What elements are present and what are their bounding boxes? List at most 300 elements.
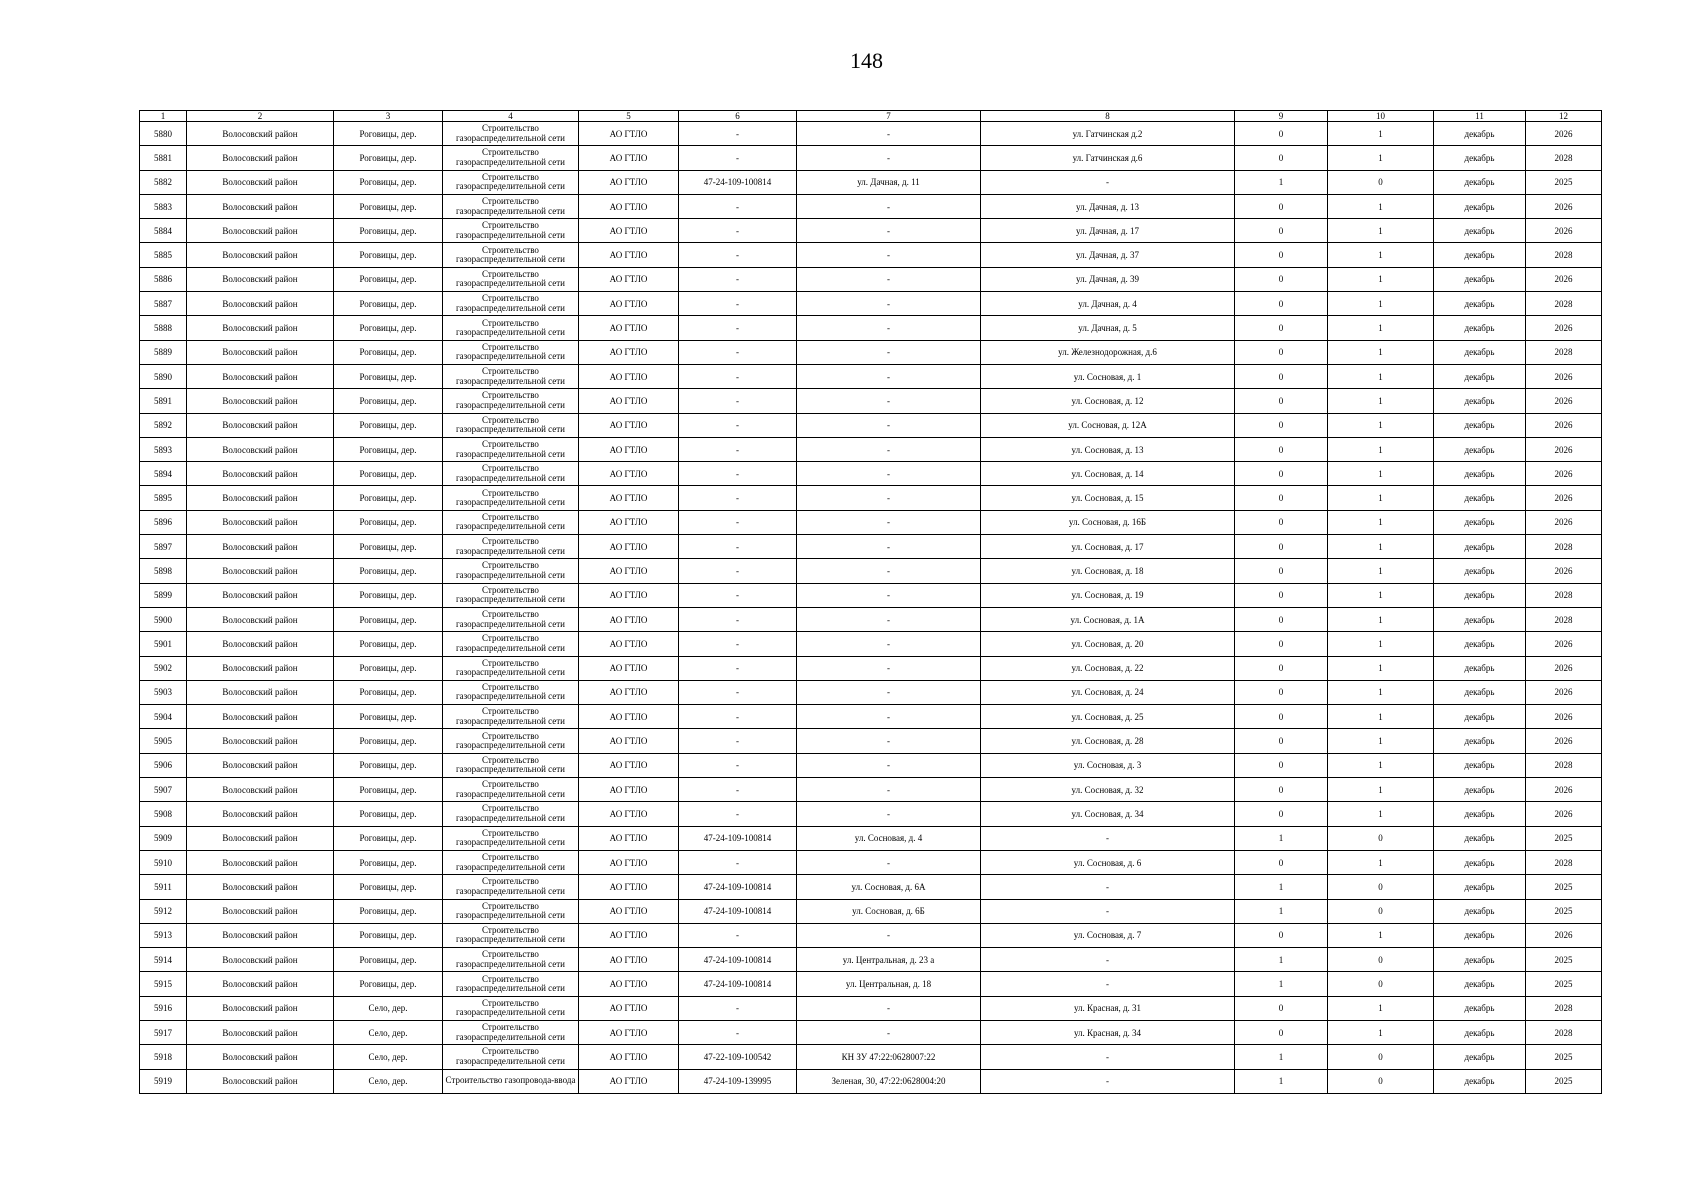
cell-address-planned: ул. Сосновая, д. 20 [981,632,1235,656]
cell-work-type: Строительство газораспределительной сети [443,972,579,996]
cell-work-type: Строительство газораспределительной сети [443,170,579,194]
cell-count-b: 1 [1328,753,1434,777]
cell-address-existing: - [797,607,981,631]
cell-count-a: 1 [1235,1069,1328,1093]
cell-address-planned: ул. Сосновая, д. 12А [981,413,1235,437]
cell-year: 2026 [1526,267,1602,291]
cell-work-type: Строительство газораспределительной сети [443,510,579,534]
cell-count-b: 1 [1328,340,1434,364]
cell-month: декабрь [1434,875,1526,899]
cell-address-existing: - [797,389,981,413]
cell-year: 2026 [1526,802,1602,826]
cell-address-existing: - [797,316,981,340]
cell-count-b: 0 [1328,1045,1434,1069]
cell-organization: АО ГТЛО [579,146,679,170]
table-row [140,1020,1602,1044]
cell-month: декабрь [1434,729,1526,753]
cell-row-number: 5904 [140,705,187,729]
cell-month: декабрь [1434,316,1526,340]
cell-address-planned: - [981,1045,1235,1069]
cell-district: Волосовский район [187,850,334,874]
table-row [140,607,1602,631]
cell-object-id: 47-24-109-100814 [679,170,797,194]
cell-work-type: Строительство газораспределительной сети [443,292,579,316]
cell-month: декабрь [1434,437,1526,461]
cell-district: Волосовский район [187,632,334,656]
cell-count-b: 1 [1328,996,1434,1020]
cell-address-planned: - [981,170,1235,194]
cell-month: декабрь [1434,753,1526,777]
cell-organization: АО ГТЛО [579,729,679,753]
cell-count-a: 0 [1235,389,1328,413]
cell-count-a: 0 [1235,778,1328,802]
cell-count-b: 1 [1328,656,1434,680]
cell-year: 2026 [1526,632,1602,656]
cell-count-b: 0 [1328,972,1434,996]
cell-work-type: Строительство газораспределительной сети [443,923,579,947]
cell-count-a: 0 [1235,559,1328,583]
cell-address-planned: ул. Сосновая, д. 6 [981,850,1235,874]
cell-organization: АО ГТЛО [579,486,679,510]
cell-count-b: 0 [1328,1069,1434,1093]
cell-object-id: 47-22-109-100542 [679,1045,797,1069]
cell-settlement: Роговицы, дер. [334,972,443,996]
cell-object-id: - [679,194,797,218]
cell-district: Волосовский район [187,778,334,802]
cell-work-type: Строительство газораспределительной сети [443,1020,579,1044]
cell-count-a: 0 [1235,729,1328,753]
cell-month: декабрь [1434,802,1526,826]
cell-organization: АО ГТЛО [579,705,679,729]
cell-count-a: 0 [1235,632,1328,656]
table-row [140,122,1602,146]
cell-month: декабрь [1434,705,1526,729]
cell-row-number: 5910 [140,850,187,874]
table-row [140,1069,1602,1093]
cell-year: 2026 [1526,656,1602,680]
cell-count-a: 0 [1235,705,1328,729]
table-row [140,389,1602,413]
cell-address-existing: - [797,705,981,729]
table-row [140,826,1602,850]
cell-year: 2025 [1526,1069,1602,1093]
cell-count-b: 1 [1328,413,1434,437]
cell-address-existing: ул. Дачная, д. 11 [797,170,981,194]
cell-address-planned: - [981,875,1235,899]
cell-address-planned: ул. Сосновая, д. 24 [981,680,1235,704]
cell-month: декабрь [1434,680,1526,704]
cell-month: декабрь [1434,243,1526,267]
cell-work-type: Строительство газораспределительной сети [443,632,579,656]
cell-address-planned: ул. Дачная, д. 4 [981,292,1235,316]
cell-count-a: 1 [1235,875,1328,899]
cell-year: 2026 [1526,194,1602,218]
cell-year: 2026 [1526,559,1602,583]
cell-organization: АО ГТЛО [579,632,679,656]
table-row [140,413,1602,437]
cell-organization: АО ГТЛО [579,364,679,388]
cell-organization: АО ГТЛО [579,194,679,218]
cell-month: декабрь [1434,194,1526,218]
cell-address-existing: ул. Центральная, д. 23 а [797,948,981,972]
cell-address-planned: ул. Сосновая, д. 17 [981,535,1235,559]
cell-row-number: 5893 [140,437,187,461]
cell-month: декабрь [1434,146,1526,170]
cell-month: декабрь [1434,510,1526,534]
cell-address-planned: ул. Сосновая, д. 25 [981,705,1235,729]
column-header: 10 [1328,111,1434,122]
cell-address-existing: - [797,996,981,1020]
cell-month: декабрь [1434,948,1526,972]
cell-row-number: 5913 [140,923,187,947]
cell-organization: АО ГТЛО [579,219,679,243]
cell-address-planned: ул. Сосновая, д. 12 [981,389,1235,413]
cell-work-type: Строительство газораспределительной сети [443,146,579,170]
cell-district: Волосовский район [187,607,334,631]
cell-year: 2026 [1526,122,1602,146]
cell-count-b: 1 [1328,729,1434,753]
cell-count-a: 0 [1235,510,1328,534]
cell-year: 2025 [1526,948,1602,972]
column-header: 9 [1235,111,1328,122]
cell-month: декабрь [1434,899,1526,923]
table-row [140,753,1602,777]
cell-row-number: 5887 [140,292,187,316]
cell-year: 2026 [1526,437,1602,461]
cell-count-a: 0 [1235,122,1328,146]
cell-district: Волосовский район [187,267,334,291]
cell-month: декабрь [1434,535,1526,559]
cell-row-number: 5886 [140,267,187,291]
cell-count-a: 1 [1235,1045,1328,1069]
cell-count-a: 0 [1235,996,1328,1020]
cell-object-id: - [679,486,797,510]
cell-settlement: Роговицы, дер. [334,826,443,850]
cell-organization: АО ГТЛО [579,1020,679,1044]
cell-address-existing: ул. Сосновая, д. 6А [797,875,981,899]
column-header: 6 [679,111,797,122]
cell-object-id: - [679,389,797,413]
cell-year: 2026 [1526,486,1602,510]
cell-address-planned: - [981,972,1235,996]
cell-object-id: - [679,1020,797,1044]
cell-year: 2026 [1526,364,1602,388]
cell-count-b: 1 [1328,778,1434,802]
cell-address-planned: ул. Сосновая, д. 32 [981,778,1235,802]
cell-address-existing: - [797,486,981,510]
cell-count-a: 1 [1235,170,1328,194]
cell-row-number: 5918 [140,1045,187,1069]
table-row [140,462,1602,486]
cell-work-type: Строительство газораспределительной сети [443,1045,579,1069]
cell-settlement: Роговицы, дер. [334,559,443,583]
cell-organization: АО ГТЛО [579,802,679,826]
cell-work-type: Строительство газораспределительной сети [443,996,579,1020]
cell-count-a: 0 [1235,656,1328,680]
cell-address-planned: ул. Дачная, д. 17 [981,219,1235,243]
cell-organization: АО ГТЛО [579,656,679,680]
cell-work-type: Строительство газораспределительной сети [443,316,579,340]
cell-district: Волосовский район [187,680,334,704]
cell-row-number: 5890 [140,364,187,388]
cell-row-number: 5898 [140,559,187,583]
cell-district: Волосовский район [187,972,334,996]
cell-address-existing: ул. Сосновая, д. 4 [797,826,981,850]
cell-object-id: - [679,462,797,486]
table-row [140,535,1602,559]
cell-settlement: Роговицы, дер. [334,292,443,316]
cell-year: 2028 [1526,850,1602,874]
column-header: 4 [443,111,579,122]
cell-address-existing: - [797,243,981,267]
cell-object-id: - [679,559,797,583]
cell-address-existing: КН ЗУ 47:22:0628007:22 [797,1045,981,1069]
cell-address-existing: ул. Сосновая, д. 6Б [797,899,981,923]
column-header: 7 [797,111,981,122]
cell-row-number: 5902 [140,656,187,680]
cell-count-a: 0 [1235,753,1328,777]
cell-month: декабрь [1434,292,1526,316]
cell-row-number: 5880 [140,122,187,146]
cell-month: декабрь [1434,1069,1526,1093]
cell-year: 2025 [1526,875,1602,899]
cell-month: декабрь [1434,996,1526,1020]
cell-address-existing: - [797,680,981,704]
cell-organization: АО ГТЛО [579,753,679,777]
cell-district: Волосовский район [187,219,334,243]
cell-work-type: Строительство газораспределительной сети [443,899,579,923]
cell-object-id: - [679,122,797,146]
cell-settlement: Роговицы, дер. [334,364,443,388]
cell-year: 2028 [1526,243,1602,267]
cell-object-id: - [679,850,797,874]
cell-work-type: Строительство газораспределительной сети [443,583,579,607]
table-row [140,316,1602,340]
cell-object-id: - [679,923,797,947]
cell-year: 2026 [1526,219,1602,243]
cell-settlement: Роговицы, дер. [334,389,443,413]
cell-year: 2026 [1526,923,1602,947]
cell-count-a: 0 [1235,802,1328,826]
table-body [140,122,1602,1094]
cell-month: декабрь [1434,170,1526,194]
cell-settlement: Роговицы, дер. [334,170,443,194]
cell-district: Волосовский район [187,875,334,899]
cell-year: 2026 [1526,462,1602,486]
header-row [140,111,1602,122]
cell-row-number: 5885 [140,243,187,267]
column-header: 12 [1526,111,1602,122]
cell-address-planned: ул. Красная, д. 34 [981,1020,1235,1044]
cell-address-existing: - [797,219,981,243]
cell-address-planned: ул. Гатчинская д.6 [981,146,1235,170]
cell-object-id: - [679,437,797,461]
cell-object-id: - [679,219,797,243]
cell-organization: АО ГТЛО [579,122,679,146]
cell-district: Волосовский район [187,340,334,364]
cell-month: декабрь [1434,559,1526,583]
table-row [140,243,1602,267]
cell-district: Волосовский район [187,364,334,388]
cell-month: декабрь [1434,389,1526,413]
table-row [140,437,1602,461]
cell-year: 2026 [1526,729,1602,753]
cell-year: 2028 [1526,535,1602,559]
table-row [140,680,1602,704]
cell-address-existing: - [797,656,981,680]
cell-month: декабрь [1434,1020,1526,1044]
table-row [140,194,1602,218]
cell-row-number: 5919 [140,1069,187,1093]
cell-settlement: Село, дер. [334,1045,443,1069]
cell-district: Волосовский район [187,802,334,826]
column-header: 5 [579,111,679,122]
cell-count-a: 1 [1235,972,1328,996]
cell-work-type: Строительство газораспределительной сети [443,535,579,559]
cell-address-existing: - [797,292,981,316]
cell-count-b: 0 [1328,875,1434,899]
cell-count-b: 1 [1328,1020,1434,1044]
cell-district: Волосовский район [187,948,334,972]
cell-count-b: 1 [1328,437,1434,461]
cell-district: Волосовский район [187,243,334,267]
table-row [140,850,1602,874]
cell-object-id: - [679,292,797,316]
page-number: 148 [850,48,883,73]
cell-district: Волосовский район [187,389,334,413]
cell-work-type: Строительство газопровода-ввода [443,1069,579,1093]
cell-organization: АО ГТЛО [579,413,679,437]
cell-count-b: 1 [1328,559,1434,583]
cell-year: 2028 [1526,753,1602,777]
cell-row-number: 5888 [140,316,187,340]
cell-row-number: 5895 [140,486,187,510]
cell-address-existing: - [797,364,981,388]
table-row [140,559,1602,583]
cell-count-a: 0 [1235,413,1328,437]
cell-count-a: 0 [1235,583,1328,607]
cell-work-type: Строительство газораспределительной сети [443,413,579,437]
cell-count-b: 0 [1328,899,1434,923]
table-row [140,899,1602,923]
cell-count-b: 1 [1328,607,1434,631]
cell-object-id: - [679,535,797,559]
cell-address-planned: ул. Сосновая, д. 1 [981,364,1235,388]
cell-organization: АО ГТЛО [579,437,679,461]
cell-row-number: 5906 [140,753,187,777]
cell-row-number: 5892 [140,413,187,437]
cell-work-type: Строительство газораспределительной сети [443,194,579,218]
cell-work-type: Строительство газораспределительной сети [443,802,579,826]
cell-year: 2026 [1526,413,1602,437]
cell-count-b: 1 [1328,243,1434,267]
cell-organization: АО ГТЛО [579,535,679,559]
cell-month: декабрь [1434,122,1526,146]
table-row [140,705,1602,729]
cell-work-type: Строительство газораспределительной сети [443,437,579,461]
cell-address-planned: - [981,1069,1235,1093]
cell-district: Волосовский район [187,583,334,607]
cell-organization: АО ГТЛО [579,510,679,534]
cell-work-type: Строительство газораспределительной сети [443,364,579,388]
cell-count-b: 1 [1328,850,1434,874]
cell-organization: АО ГТЛО [579,583,679,607]
table-row [140,146,1602,170]
cell-organization: АО ГТЛО [579,170,679,194]
cell-count-b: 1 [1328,146,1434,170]
table-row [140,972,1602,996]
cell-row-number: 5914 [140,948,187,972]
cell-count-a: 0 [1235,267,1328,291]
cell-work-type: Строительство газораспределительной сети [443,826,579,850]
cell-settlement: Роговицы, дер. [334,243,443,267]
cell-district: Волосовский район [187,899,334,923]
cell-work-type: Строительство газораспределительной сети [443,340,579,364]
cell-row-number: 5911 [140,875,187,899]
cell-organization: АО ГТЛО [579,899,679,923]
data-table [139,110,1602,1094]
cell-count-a: 1 [1235,899,1328,923]
cell-row-number: 5899 [140,583,187,607]
cell-month: декабрь [1434,972,1526,996]
cell-year: 2028 [1526,340,1602,364]
cell-settlement: Роговицы, дер. [334,656,443,680]
cell-row-number: 5912 [140,899,187,923]
cell-count-a: 0 [1235,316,1328,340]
cell-settlement: Роговицы, дер. [334,340,443,364]
table-row [140,778,1602,802]
cell-year: 2025 [1526,972,1602,996]
cell-address-existing: - [797,146,981,170]
cell-address-planned: ул. Сосновая, д. 19 [981,583,1235,607]
cell-row-number: 5894 [140,462,187,486]
cell-organization: АО ГТЛО [579,340,679,364]
cell-object-id: 47-24-109-139995 [679,1069,797,1093]
cell-address-existing: - [797,753,981,777]
cell-count-a: 0 [1235,486,1328,510]
cell-organization: АО ГТЛО [579,462,679,486]
cell-work-type: Строительство газораспределительной сети [443,680,579,704]
cell-address-existing: - [797,1020,981,1044]
column-header: 3 [334,111,443,122]
cell-settlement: Село, дер. [334,1020,443,1044]
cell-settlement: Роговицы, дер. [334,875,443,899]
cell-row-number: 5907 [140,778,187,802]
table-row [140,267,1602,291]
cell-month: декабрь [1434,1045,1526,1069]
cell-month: декабрь [1434,340,1526,364]
cell-address-existing: - [797,194,981,218]
cell-month: декабрь [1434,267,1526,291]
cell-object-id: - [679,146,797,170]
cell-organization: АО ГТЛО [579,292,679,316]
cell-work-type: Строительство газораспределительной сети [443,219,579,243]
cell-row-number: 5881 [140,146,187,170]
cell-object-id: 47-24-109-100814 [679,899,797,923]
cell-address-existing: - [797,413,981,437]
cell-object-id: - [679,656,797,680]
cell-organization: АО ГТЛО [579,680,679,704]
table-row [140,340,1602,364]
cell-address-planned: ул. Сосновая, д. 3 [981,753,1235,777]
cell-address-planned: ул. Дачная, д. 5 [981,316,1235,340]
cell-settlement: Роговицы, дер. [334,753,443,777]
cell-address-existing: - [797,535,981,559]
cell-address-planned: ул. Гатчинская д.2 [981,122,1235,146]
cell-count-a: 0 [1235,340,1328,364]
cell-district: Волосовский район [187,146,334,170]
cell-year: 2026 [1526,705,1602,729]
